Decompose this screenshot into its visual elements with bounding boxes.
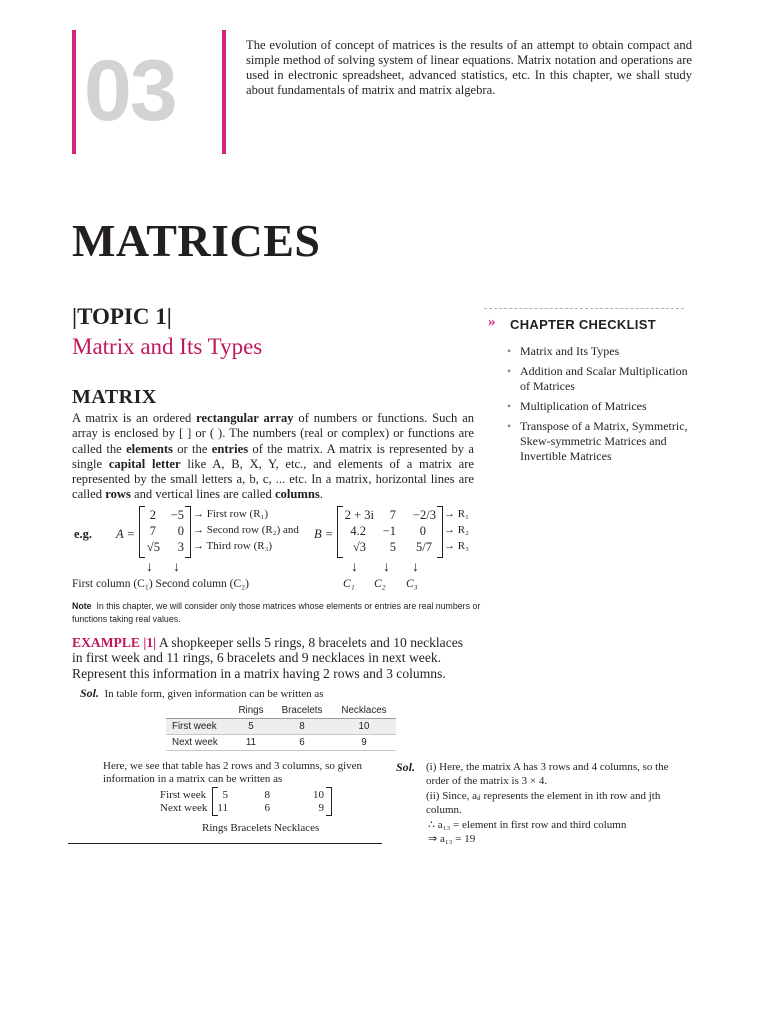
b-row-label: → R₃ bbox=[444, 540, 469, 552]
table-cell: First week bbox=[166, 719, 230, 735]
down-arrow-icon: ↓ bbox=[173, 560, 180, 575]
column-labels-a: First column (C₁) Second column (C₂) bbox=[72, 578, 249, 590]
checklist-item: • Multiplication of Matrices bbox=[507, 399, 647, 413]
matrix-row-label: Next week bbox=[160, 802, 208, 814]
solution-part-ii: (ii) Since, aᵢⱼ represents the element in ith row and jth column. bbox=[426, 790, 661, 816]
matrix-cell: 11 bbox=[217, 802, 228, 814]
row-label: → Second row (R₂) and bbox=[193, 524, 299, 536]
checklist-rule bbox=[484, 308, 684, 310]
bullet-icon: • bbox=[507, 419, 512, 433]
example-text: A shopkeeper sells 5 rings, 8 bracelets and 10 necklaces in first week and 11 rings, 6 bracelets and 9 necklaces in next week. Represent this information in a matrix having 2 rows and 3 columns. bbox=[72, 635, 464, 681]
b-row-label: → R₂ bbox=[444, 524, 469, 536]
eg-label: e.g. bbox=[74, 527, 93, 541]
matrix-b-cell: 0 bbox=[419, 524, 426, 538]
checklist-item: • Transpose of a Matrix, Symmetric, Skew-symmetric Matrices and Invertible Matrices bbox=[507, 419, 688, 463]
matrix-a-cell: 2 bbox=[149, 508, 156, 522]
solution-1-intro: Sol. In table form, given information can be written as bbox=[80, 686, 324, 700]
section-divider bbox=[68, 843, 382, 844]
matrix-a-cell: 3 bbox=[177, 540, 184, 554]
example-1 bbox=[72, 635, 476, 681]
table-cell: 8 bbox=[272, 719, 332, 735]
table-cell: 10 bbox=[332, 719, 396, 735]
chapter-intro: The evolution of concept of matrices is the results of an attempt to obtain compact and simple method of solving system of linear equations. Matrix notation and operations are used in electronic spreadsheet, advanced statistics, etc. In this chapter, we shall study about fundamentals of matrix and matrix algebra. bbox=[246, 38, 692, 97]
matrix-b-cell: 5/7 bbox=[416, 540, 432, 554]
table-row bbox=[166, 719, 396, 735]
bullet-icon: • bbox=[507, 399, 512, 413]
matrix-a-label: A = bbox=[116, 527, 135, 541]
matrix-a-cell: −5 bbox=[170, 508, 184, 522]
table-cell: 11 bbox=[230, 735, 272, 751]
matrix-column-labels: Rings Bracelets Necklaces bbox=[202, 822, 320, 834]
table-header: Necklaces bbox=[332, 703, 396, 719]
matrix-a-cell: √5 bbox=[146, 540, 160, 554]
matrix-row-label: First week bbox=[160, 789, 207, 801]
matrix-cell: 10 bbox=[313, 789, 324, 801]
chapter-bar-right bbox=[222, 30, 226, 154]
column-label-b: C₃ bbox=[406, 578, 418, 590]
matrix-cell: 6 bbox=[264, 802, 270, 814]
table-header: Bracelets bbox=[272, 703, 332, 719]
matrix-cell: 5 bbox=[222, 789, 228, 801]
down-arrow-icon: ↓ bbox=[383, 560, 390, 575]
matrix-b-label: B = bbox=[314, 527, 334, 541]
info-table bbox=[166, 703, 396, 751]
checklist-item: • Matrix and Its Types bbox=[507, 344, 620, 358]
table-row bbox=[166, 735, 396, 751]
matrix-cell: 8 bbox=[264, 789, 270, 801]
row-label: → First row (R₁) bbox=[193, 508, 269, 520]
table-cell: Next week bbox=[166, 735, 230, 751]
solution-part-i: (i) Here, the matrix A has 3 rows and 4 columns, so the order of the matrix is 3 × 4. bbox=[426, 761, 669, 787]
solution-line: ∴ a₁₃ = element in first row and third column bbox=[428, 819, 627, 831]
chapter-number: 03 bbox=[84, 43, 176, 139]
down-arrow-icon: ↓ bbox=[146, 560, 153, 575]
double-chevron-down-icon: » bbox=[488, 314, 496, 330]
chapter-title: MATRICES bbox=[72, 215, 321, 266]
topic-subtitle: Matrix and Its Types bbox=[72, 334, 263, 359]
checklist-title: CHAPTER CHECKLIST bbox=[510, 317, 656, 332]
matrix-b-cell: √3 bbox=[352, 540, 366, 554]
row-label: → Third row (R₃) bbox=[193, 540, 273, 552]
chapter-bar-left bbox=[72, 30, 76, 154]
table-cell: 9 bbox=[332, 735, 396, 751]
topic-label: |TOPIC 1| bbox=[72, 304, 172, 329]
matrix-a-cell: 7 bbox=[149, 524, 156, 538]
matrix-b-cell: 2 + 3i bbox=[344, 508, 374, 522]
table-header-row bbox=[166, 703, 396, 719]
column-label-b: C₁ bbox=[343, 578, 355, 590]
matrix-b-cell: 4.2 bbox=[350, 524, 366, 538]
bullet-icon: • bbox=[507, 364, 512, 378]
matrix-b-cell: −1 bbox=[382, 524, 396, 538]
note: Note In this chapter, we will consider only those matrices whose elements or entries are real numbers or functions taking real values. bbox=[72, 601, 481, 624]
column-label-b: C₂ bbox=[374, 578, 386, 590]
checklist-item: • Addition and Scalar Multiplication of Matrices bbox=[507, 364, 688, 393]
down-arrow-icon: ↓ bbox=[412, 560, 419, 575]
table-cell: 5 bbox=[230, 719, 272, 735]
matrix-b-cell: 7 bbox=[389, 508, 396, 522]
matrix-cell: 9 bbox=[318, 802, 324, 814]
example-label: EXAMPLE |1| bbox=[72, 635, 157, 650]
matrix-b-cell: −2/3 bbox=[412, 508, 436, 522]
table-header: Rings bbox=[230, 703, 272, 719]
solution-line: ⇒ a₁₃ = 19 bbox=[428, 833, 476, 845]
table-header bbox=[166, 703, 230, 719]
down-arrow-icon: ↓ bbox=[351, 560, 358, 575]
section-heading: MATRIX bbox=[72, 386, 157, 408]
matrix-b-cell: 5 bbox=[389, 540, 396, 554]
bullet-icon: • bbox=[507, 344, 512, 358]
b-row-label: → R₁ bbox=[444, 508, 469, 520]
solution-1-text: Here, we see that table has 2 rows and 3 columns, so given information in a matrix can be written as bbox=[103, 760, 363, 785]
table-cell: 6 bbox=[272, 735, 332, 751]
checklist bbox=[505, 344, 695, 469]
matrix-definition: A matrix is an ordered rectangular array of numbers or functions. Such an array is enclosed by [ ] or ( ). The numbers (real or complex) or functions are called the elements or the entries of the matrix. A matrix is represented by a single capital letter like A, B, X, Y, etc., and elements of a matrix are represented by the small letters a, b, c, ... etc. In a matrix, horizontal lines are called rows and vertical lines are called columns. bbox=[72, 411, 475, 502]
solution-label: Sol. bbox=[396, 760, 416, 774]
matrix-a-cell: 0 bbox=[177, 524, 184, 538]
